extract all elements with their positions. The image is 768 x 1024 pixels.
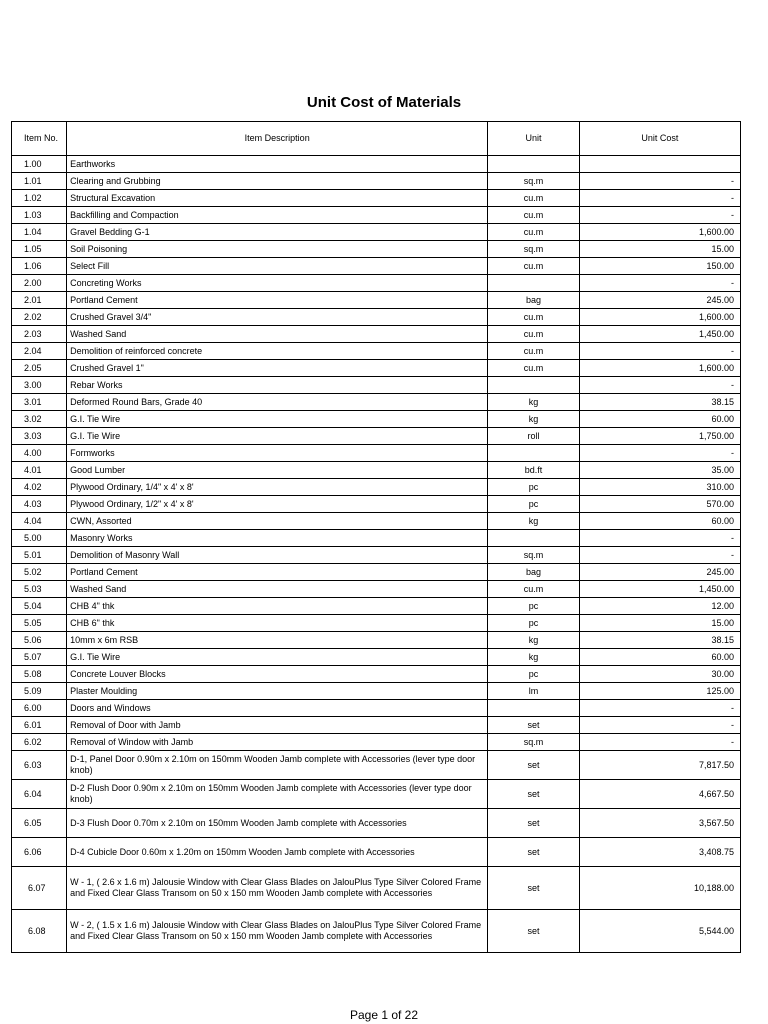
row-unit-cost xyxy=(579,156,740,173)
row-unit-cost: - xyxy=(579,343,740,360)
table-row xyxy=(12,343,741,360)
header-unit: Unit xyxy=(488,122,580,156)
table-row xyxy=(12,173,741,190)
row-item-no: 1.06 xyxy=(12,258,67,275)
table-row xyxy=(12,867,741,910)
row-item-no: 2.04 xyxy=(12,343,67,360)
table-row xyxy=(12,462,741,479)
row-unit-cost: 10,188.00 xyxy=(579,867,740,910)
page-number: Page 1 of 22 xyxy=(349,1008,419,1022)
row-unit-cost: 30.00 xyxy=(579,666,740,683)
table-row xyxy=(12,479,741,496)
row-description: 10mm x 6m RSB xyxy=(67,632,488,649)
row-unit-cost: 1,450.00 xyxy=(579,326,740,343)
row-description: Crushed Gravel 1" xyxy=(67,360,488,377)
header-item-description: Item Description xyxy=(67,122,488,156)
row-unit: set xyxy=(488,809,580,838)
row-unit: cu.m xyxy=(488,224,580,241)
row-description: CWN, Assorted xyxy=(67,513,488,530)
row-item-no: 3.03 xyxy=(12,428,67,445)
row-unit-cost: - xyxy=(579,377,740,394)
table-row xyxy=(12,411,741,428)
row-unit: cu.m xyxy=(488,360,580,377)
row-unit-cost: 7,817.50 xyxy=(579,751,740,780)
row-description: Removal of Door with Jamb xyxy=(67,717,488,734)
row-unit-cost: 1,600.00 xyxy=(579,309,740,326)
row-item-no: 5.05 xyxy=(12,615,67,632)
row-unit: kg xyxy=(488,394,580,411)
row-unit-cost: - xyxy=(579,190,740,207)
row-description: W - 1, ( 2.6 x 1.6 m) Jalousie Window with Clear Glass Blades on JalouPlus Type Silver Colored Frame and Fixed Clear Glass Transom on 50 x 150 mm Wooden Jamb complete with Accessories xyxy=(67,867,488,910)
row-unit: lm xyxy=(488,683,580,700)
row-unit-cost: 310.00 xyxy=(579,479,740,496)
row-unit xyxy=(488,275,580,292)
row-item-no: 4.03 xyxy=(12,496,67,513)
row-item-no: 5.09 xyxy=(12,683,67,700)
row-item-no: 5.06 xyxy=(12,632,67,649)
header-item-no: Item No. xyxy=(12,122,67,156)
row-item-no: 6.03 xyxy=(12,751,67,780)
row-description: Formworks xyxy=(67,445,488,462)
row-unit-cost: - xyxy=(579,207,740,224)
row-item-no: 2.03 xyxy=(12,326,67,343)
row-description: Select Fill xyxy=(67,258,488,275)
row-unit xyxy=(488,530,580,547)
row-unit: set xyxy=(488,780,580,809)
row-item-no: 3.00 xyxy=(12,377,67,394)
row-unit: cu.m xyxy=(488,258,580,275)
row-item-no: 6.07 xyxy=(12,867,67,910)
row-unit-cost: - xyxy=(579,445,740,462)
row-unit: set xyxy=(488,717,580,734)
row-unit: sq.m xyxy=(488,241,580,258)
table-row xyxy=(12,275,741,292)
row-unit: set xyxy=(488,910,580,953)
table-row xyxy=(12,309,741,326)
row-unit xyxy=(488,700,580,717)
table-row xyxy=(12,428,741,445)
row-description: Washed Sand xyxy=(67,581,488,598)
table-row xyxy=(12,581,741,598)
row-unit-cost: 38.15 xyxy=(579,394,740,411)
row-description: Gravel Bedding G-1 xyxy=(67,224,488,241)
row-description: Washed Sand xyxy=(67,326,488,343)
row-item-no: 6.01 xyxy=(12,717,67,734)
row-unit: cu.m xyxy=(488,309,580,326)
row-item-no: 2.01 xyxy=(12,292,67,309)
row-item-no: 5.03 xyxy=(12,581,67,598)
row-unit-cost: - xyxy=(579,700,740,717)
row-item-no: 2.05 xyxy=(12,360,67,377)
table-row xyxy=(12,809,741,838)
row-description: Plywood Ordinary, 1/4" x 4' x 8' xyxy=(67,479,488,496)
row-item-no: 1.03 xyxy=(12,207,67,224)
table-row xyxy=(12,156,741,173)
row-item-no: 1.04 xyxy=(12,224,67,241)
table-row xyxy=(12,241,741,258)
table-row xyxy=(12,394,741,411)
row-description: D-3 Flush Door 0.70m x 2.10m on 150mm Wooden Jamb complete with Accessories xyxy=(67,809,488,838)
row-item-no: 5.00 xyxy=(12,530,67,547)
row-description: Clearing and Grubbing xyxy=(67,173,488,190)
row-description: Structural Excavation xyxy=(67,190,488,207)
row-description: Soil Poisoning xyxy=(67,241,488,258)
row-description: Good Lumber xyxy=(67,462,488,479)
row-item-no: 3.02 xyxy=(12,411,67,428)
row-description: Demolition of reinforced concrete xyxy=(67,343,488,360)
row-unit: pc xyxy=(488,666,580,683)
row-item-no: 3.01 xyxy=(12,394,67,411)
row-description: CHB 4" thk xyxy=(67,598,488,615)
row-item-no: 1.01 xyxy=(12,173,67,190)
row-description: Demolition of Masonry Wall xyxy=(67,547,488,564)
table-row xyxy=(12,207,741,224)
row-description: Rebar Works xyxy=(67,377,488,394)
page-title: Unit Cost of Materials xyxy=(306,94,462,111)
row-item-no: 5.01 xyxy=(12,547,67,564)
table-row xyxy=(12,717,741,734)
row-unit-cost: - xyxy=(579,173,740,190)
row-item-no: 2.00 xyxy=(12,275,67,292)
row-description: Concrete Louver Blocks xyxy=(67,666,488,683)
row-unit xyxy=(488,445,580,462)
row-unit xyxy=(488,377,580,394)
table-row xyxy=(12,700,741,717)
row-unit: kg xyxy=(488,632,580,649)
row-unit: bag xyxy=(488,292,580,309)
table-row xyxy=(12,632,741,649)
row-unit: cu.m xyxy=(488,343,580,360)
table-row xyxy=(12,258,741,275)
row-unit-cost: 15.00 xyxy=(579,241,740,258)
row-item-no: 5.08 xyxy=(12,666,67,683)
row-unit-cost: 15.00 xyxy=(579,615,740,632)
row-item-no: 6.08 xyxy=(12,910,67,953)
table-row xyxy=(12,224,741,241)
table-row xyxy=(12,445,741,462)
table-row xyxy=(12,530,741,547)
table-row xyxy=(12,734,741,751)
table-row xyxy=(12,377,741,394)
row-unit-cost: 3,567.50 xyxy=(579,809,740,838)
row-unit-cost: 35.00 xyxy=(579,462,740,479)
header-unit-cost: Unit Cost xyxy=(579,122,740,156)
row-unit-cost: 1,600.00 xyxy=(579,360,740,377)
table-row xyxy=(12,649,741,666)
row-description: Removal of Window with Jamb xyxy=(67,734,488,751)
row-item-no: 4.01 xyxy=(12,462,67,479)
row-description: D-4 Cubicle Door 0.60m x 1.20m on 150mm Wooden Jamb complete with Accessories xyxy=(67,838,488,867)
row-unit: cu.m xyxy=(488,190,580,207)
row-item-no: 1.02 xyxy=(12,190,67,207)
table-row xyxy=(12,751,741,780)
row-item-no: 6.05 xyxy=(12,809,67,838)
row-unit-cost: 245.00 xyxy=(579,564,740,581)
table-row xyxy=(12,666,741,683)
table-row xyxy=(12,496,741,513)
row-unit-cost: - xyxy=(579,530,740,547)
row-description: Concreting Works xyxy=(67,275,488,292)
row-unit-cost: 60.00 xyxy=(579,649,740,666)
table-row xyxy=(12,838,741,867)
row-unit-cost: 38.15 xyxy=(579,632,740,649)
row-unit-cost: 150.00 xyxy=(579,258,740,275)
row-unit xyxy=(488,156,580,173)
row-unit: set xyxy=(488,838,580,867)
row-item-no: 4.04 xyxy=(12,513,67,530)
row-unit: sq.m xyxy=(488,547,580,564)
table-header-row xyxy=(12,122,741,156)
row-description: D-1, Panel Door 0.90m x 2.10m on 150mm Wooden Jamb complete with Accessories (lever type door knob) xyxy=(67,751,488,780)
row-unit: set xyxy=(488,751,580,780)
row-unit: pc xyxy=(488,615,580,632)
row-description: Doors and Windows xyxy=(67,700,488,717)
materials-table xyxy=(11,121,741,953)
row-description: Crushed Gravel 3/4" xyxy=(67,309,488,326)
row-unit-cost: 125.00 xyxy=(579,683,740,700)
row-unit-cost: 12.00 xyxy=(579,598,740,615)
row-description: CHB 6" thk xyxy=(67,615,488,632)
row-description: Plaster Moulding xyxy=(67,683,488,700)
row-unit-cost: - xyxy=(579,275,740,292)
row-unit-cost: 570.00 xyxy=(579,496,740,513)
row-unit: cu.m xyxy=(488,326,580,343)
row-item-no: 5.07 xyxy=(12,649,67,666)
row-unit-cost: 4,667.50 xyxy=(579,780,740,809)
row-unit: sq.m xyxy=(488,173,580,190)
row-unit-cost: 1,750.00 xyxy=(579,428,740,445)
row-unit-cost: 5,544.00 xyxy=(579,910,740,953)
row-description: Earthworks xyxy=(67,156,488,173)
row-unit: kg xyxy=(488,411,580,428)
row-item-no: 6.02 xyxy=(12,734,67,751)
row-item-no: 2.02 xyxy=(12,309,67,326)
row-description: G.I. Tie Wire xyxy=(67,649,488,666)
table-row xyxy=(12,360,741,377)
row-item-no: 5.02 xyxy=(12,564,67,581)
row-description: Masonry Works xyxy=(67,530,488,547)
row-description: Backfilling and Compaction xyxy=(67,207,488,224)
row-description: G.I. Tie Wire xyxy=(67,428,488,445)
row-unit: kg xyxy=(488,649,580,666)
row-item-no: 1.00 xyxy=(12,156,67,173)
row-unit: bag xyxy=(488,564,580,581)
table-row xyxy=(12,513,741,530)
row-item-no: 6.00 xyxy=(12,700,67,717)
row-item-no: 5.04 xyxy=(12,598,67,615)
row-unit-cost: 60.00 xyxy=(579,513,740,530)
row-unit: pc xyxy=(488,598,580,615)
row-unit-cost: 245.00 xyxy=(579,292,740,309)
row-description: Portland Cement xyxy=(67,292,488,309)
row-unit-cost: 1,450.00 xyxy=(579,581,740,598)
row-item-no: 1.05 xyxy=(12,241,67,258)
row-unit: sq.m xyxy=(488,734,580,751)
table-row xyxy=(12,683,741,700)
table-row xyxy=(12,292,741,309)
row-item-no: 6.06 xyxy=(12,838,67,867)
row-item-no: 4.02 xyxy=(12,479,67,496)
row-unit: cu.m xyxy=(488,581,580,598)
table-row xyxy=(12,326,741,343)
row-item-no: 6.04 xyxy=(12,780,67,809)
row-item-no: 4.00 xyxy=(12,445,67,462)
row-unit: bd.ft xyxy=(488,462,580,479)
table-row xyxy=(12,598,741,615)
row-description: Portland Cement xyxy=(67,564,488,581)
table-row xyxy=(12,780,741,809)
row-description: G.I. Tie Wire xyxy=(67,411,488,428)
row-description: Deformed Round Bars, Grade 40 xyxy=(67,394,488,411)
row-description: D-2 Flush Door 0.90m x 2.10m on 150mm Wooden Jamb complete with Accessories (lever type door knob) xyxy=(67,780,488,809)
table-row xyxy=(12,547,741,564)
row-unit-cost: 1,600.00 xyxy=(579,224,740,241)
row-description: W - 2, ( 1.5 x 1.6 m) Jalousie Window with Clear Glass Blades on JalouPlus Type Silver Colored Frame and Fixed Clear Glass Transom on 50 x 150 mm Wooden Jamb complete with Accessories xyxy=(67,910,488,953)
row-unit: kg xyxy=(488,513,580,530)
row-unit-cost: - xyxy=(579,547,740,564)
row-unit: pc xyxy=(488,496,580,513)
row-unit-cost: 60.00 xyxy=(579,411,740,428)
row-description: Plywood Ordinary, 1/2" x 4' x 8' xyxy=(67,496,488,513)
row-unit-cost: - xyxy=(579,734,740,751)
table-row xyxy=(12,910,741,953)
table-row xyxy=(12,615,741,632)
table-row xyxy=(12,564,741,581)
row-unit: set xyxy=(488,867,580,910)
row-unit: pc xyxy=(488,479,580,496)
row-unit-cost: 3,408.75 xyxy=(579,838,740,867)
row-unit: roll xyxy=(488,428,580,445)
row-unit: cu.m xyxy=(488,207,580,224)
table-row xyxy=(12,190,741,207)
row-unit-cost: - xyxy=(579,717,740,734)
